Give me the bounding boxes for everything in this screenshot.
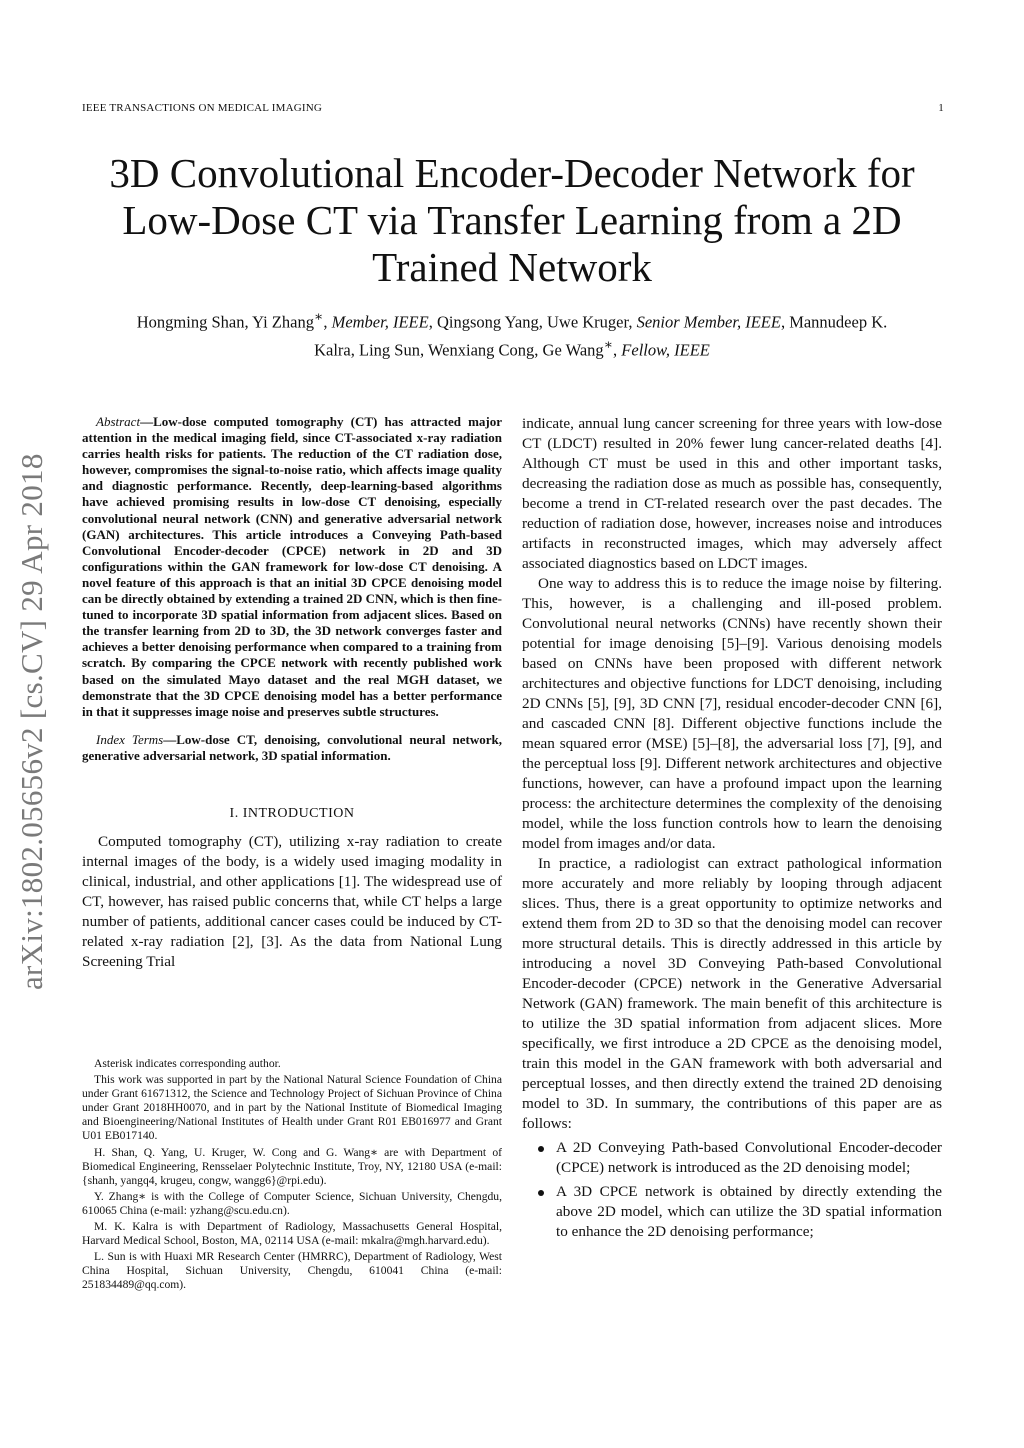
right-column: [522, 414, 942, 1246]
title-line-3: Trained Network: [372, 244, 652, 290]
corresponding-mark-2: ∗: [603, 336, 614, 352]
abstract: [82, 414, 502, 720]
page-number: 1: [938, 102, 944, 114]
list-item: [522, 1138, 942, 1178]
abstract-lead: Abstract: [96, 414, 141, 429]
arxiv-identifier: arXiv:1802.05656v2 [cs.CV] 29 Apr 2018: [14, 453, 49, 990]
author-names-3: , Mannudeep K.: [780, 312, 888, 332]
membership-1: Member, IEEE: [331, 312, 429, 332]
footnote-affiliation-rpi: H. Shan, Q. Yang, U. Kruger, W. Cong and G. Wang∗ are with Department of Biomedical Engineering, Rensselaer Polytechnic Institute, Troy, NY, 12180 USA (e-mail:{shanh, yangq4, krugeu, congw, wangg6}@rpi.edu).: [82, 1145, 502, 1187]
membership-2: Senior Member, IEEE: [636, 312, 781, 332]
left-column: [82, 414, 502, 972]
footnote-affiliation-hmrrc: L. Sun is with Huaxi MR Research Center (HMRRC), Department of Radiology, West China Hospital, Sichuan University, Chengdu, 610041 China (e-mail: 251834489@qq.com).: [82, 1250, 502, 1292]
footnote-affiliation-scu: Y. Zhang∗ is with the College of Computer Science, Sichuan University, Chengdu, 610065 China (e-mail: yzhang@scu.edu.cn).: [82, 1189, 502, 1217]
abstract-text: —Low-dose computed tomography (CT) has attracted major attention in the medical imaging field, since CT-associated x-ray radiation carries health risks for patients. The reduction of the CT radiation dose, however, compromises the signal-to-noise ratio, which affects image quality and diagnostic performance. Recently, deep-learning-based algorithms have achieved promising results in low-dose CT denoising, especially convolutional neural network (CNN) and generative adversarial network (GAN) architectures. This article introduces a Conveying Path-based Convolutional Encoder-decoder (CPCE) network in 2D and 3D configurations within the GAN framework for low-dose CT denoising. A novel feature of this approach is that an initial 3D CPCE denoising model can be directly obtained by extending a trained 2D CNN, which is then fine-tuned to incorporate 3D spatial information from adjacent slices. Based on the transfer learning from 2D to 3D, the 3D network converges faster and achieves a better denoising performance when compared to a training from scratch. By comparing the CPCE network with recently published work based on the simulated Mayo dataset and the real MGH dataset, we demonstrate that the 3D CPCE denoising model has a better performance in that it suppresses image noise and preserves subtle structures.: [82, 414, 502, 719]
journal-name: IEEE TRANSACTIONS ON MEDICAL IMAGING: [82, 102, 323, 114]
running-header: [82, 102, 944, 114]
corresponding-mark-1: ∗: [313, 309, 324, 324]
author-list: [70, 306, 954, 361]
paper-title: [60, 150, 964, 291]
membership-3: Fellow, IEEE: [621, 340, 710, 359]
intro-paragraph-continued: indicate, annual lung cancer screening for three years with low-dose CT (LDCT) resulted in 20% fewer lung cancer-related deaths [4]. Although CT must be used in this and other important tasks, decreasing the radiation dose as much as possible has, consequently, become a trend in CT-related research over the past decades. The reduction of radiation dose, however, increases noise and introduces artifacts in reconstructed images, which may adversely affect associated diagnostics based on LDCT images.: [522, 415, 942, 572]
title-line-2: Low-Dose CT via Transfer Learning from a 2D: [122, 197, 902, 243]
title-line-1: 3D Convolutional Encoder-Decoder Network for: [109, 150, 915, 196]
bullet-icon: [538, 1190, 544, 1196]
contributions-list: [522, 1138, 942, 1242]
index-terms-text: —Low-dose CT, denoising, convolutional neural network, generative adversarial network, 3D spatial information.: [82, 731, 502, 763]
author-line-1: Hongming Shan, Yi Zhang∗, Member, IEEE, Qingsong Yang, Uwe Kruger, Senior Member, IEEE, Mannudeep K.: [136, 309, 888, 332]
bullet-icon: [538, 1146, 544, 1152]
footnotes: [82, 1057, 502, 1295]
author-names-4: Kalra, Ling Sun, Wenxiang Cong, Ge Wang: [314, 340, 604, 359]
author-names-2: , Qingsong Yang, Uwe Kruger,: [428, 312, 637, 332]
intro-paragraph-1: Computed tomography (CT), utilizing x-ray radiation to create internal images of the body, is a widely used imaging modality in clinical, industrial, and other applications [1]. The widespread use of CT, however, has raised public concerns that, while CT helps a large number of patients, additional cancer cases could be induced by CT-related x-ray radiation [2], [3]. As the data from National Lung Screening Trial: [82, 832, 502, 970]
list-item: [522, 1182, 942, 1242]
footnote-corresponding: Asterisk indicates corresponding author.: [94, 1057, 281, 1070]
intro-paragraph-2: One way to address this is to reduce the image noise by filtering. This, however, is a challenging and ill-posed problem. Convolutional neural networks (CNNs) have recently shown their potential for image denoising [5]–[9]. Various denoising models based on CNNs have been proposed with different network architectures and objective functions for LDCT denoising, including 2D CNNs [5], [9], 3D CNN [7], residual encoder-decoder CNN [6], and cascaded CNN [8]. Different objective functions include the mean squared error (MSE) [5]–[8], the adversarial loss [7], [9], and the perceptual loss [9]. Different network architectures and objective functions, however, can have a profound impact upon the learning process: the architecture determines the complexity of the denoising model, while the loss function controls how to learn the denoising model from images and/or data.: [522, 575, 942, 852]
section-heading-introduction: I. INTRODUCTION: [229, 805, 355, 821]
index-terms-lead: Index Terms: [96, 731, 164, 747]
index-terms: [82, 732, 502, 764]
author-names-1: Hongming Shan, Yi Zhang: [136, 312, 314, 332]
footnote-affiliation-mgh: M. K. Kalra is with Department of Radiology, Massachusetts General Hospital, Harvard Medical School, Boston, MA, 02114 USA (e-mail: mkalra@mgh.harvard.edu).: [82, 1220, 502, 1248]
footnote-funding: This work was supported in part by the National Natural Science Foundation of China under Grant 61671312, the Science and Technology Project of Sichuan Province of China under Grant 2018HH0070, and in part by the National Institute of Biomedical Imaging and Bioengineering/National Institutes of Health under Grant R01 EB016977 and Grant U01 EB017140.: [82, 1073, 502, 1143]
list-item-text: A 3D CPCE network is obtained by directly extending the above 2D model, which can utilize the 3D spatial information to enhance the 2D denoising performance;: [556, 1183, 942, 1240]
list-item-text: A 2D Conveying Path-based Convolutional Encoder-decoder (CPCE) network is introduced as the 2D denoising model;: [556, 1139, 942, 1176]
author-line-2: Kalra, Ling Sun, Wenxiang Cong, Ge Wang∗, Fellow, IEEE: [314, 336, 710, 359]
intro-paragraph-3: In practice, a radiologist can extract pathological information more accurately and more reliably by looping through adjacent slices. Thus, there is a great opportunity to optimize networks and extend them from 2D to 3D so that the denoising model can recover more structural details. This is directly addressed in this article by introducing a novel 3D Conveying Path-based Convolutional Encoder-decoder (CPCE) network in the Generative Adversarial Network (GAN) framework. The main benefit of this architecture is to utilize the 3D spatial information from adjacent slices. More specifically, we first introduce a 2D CPCE as the denoising model, train this model in the GAN framework with both adversarial and perceptual losses, and then directly extend the trained 2D denoising model to 3D. In summary, the contributions of this paper are as follows:: [522, 855, 942, 1132]
